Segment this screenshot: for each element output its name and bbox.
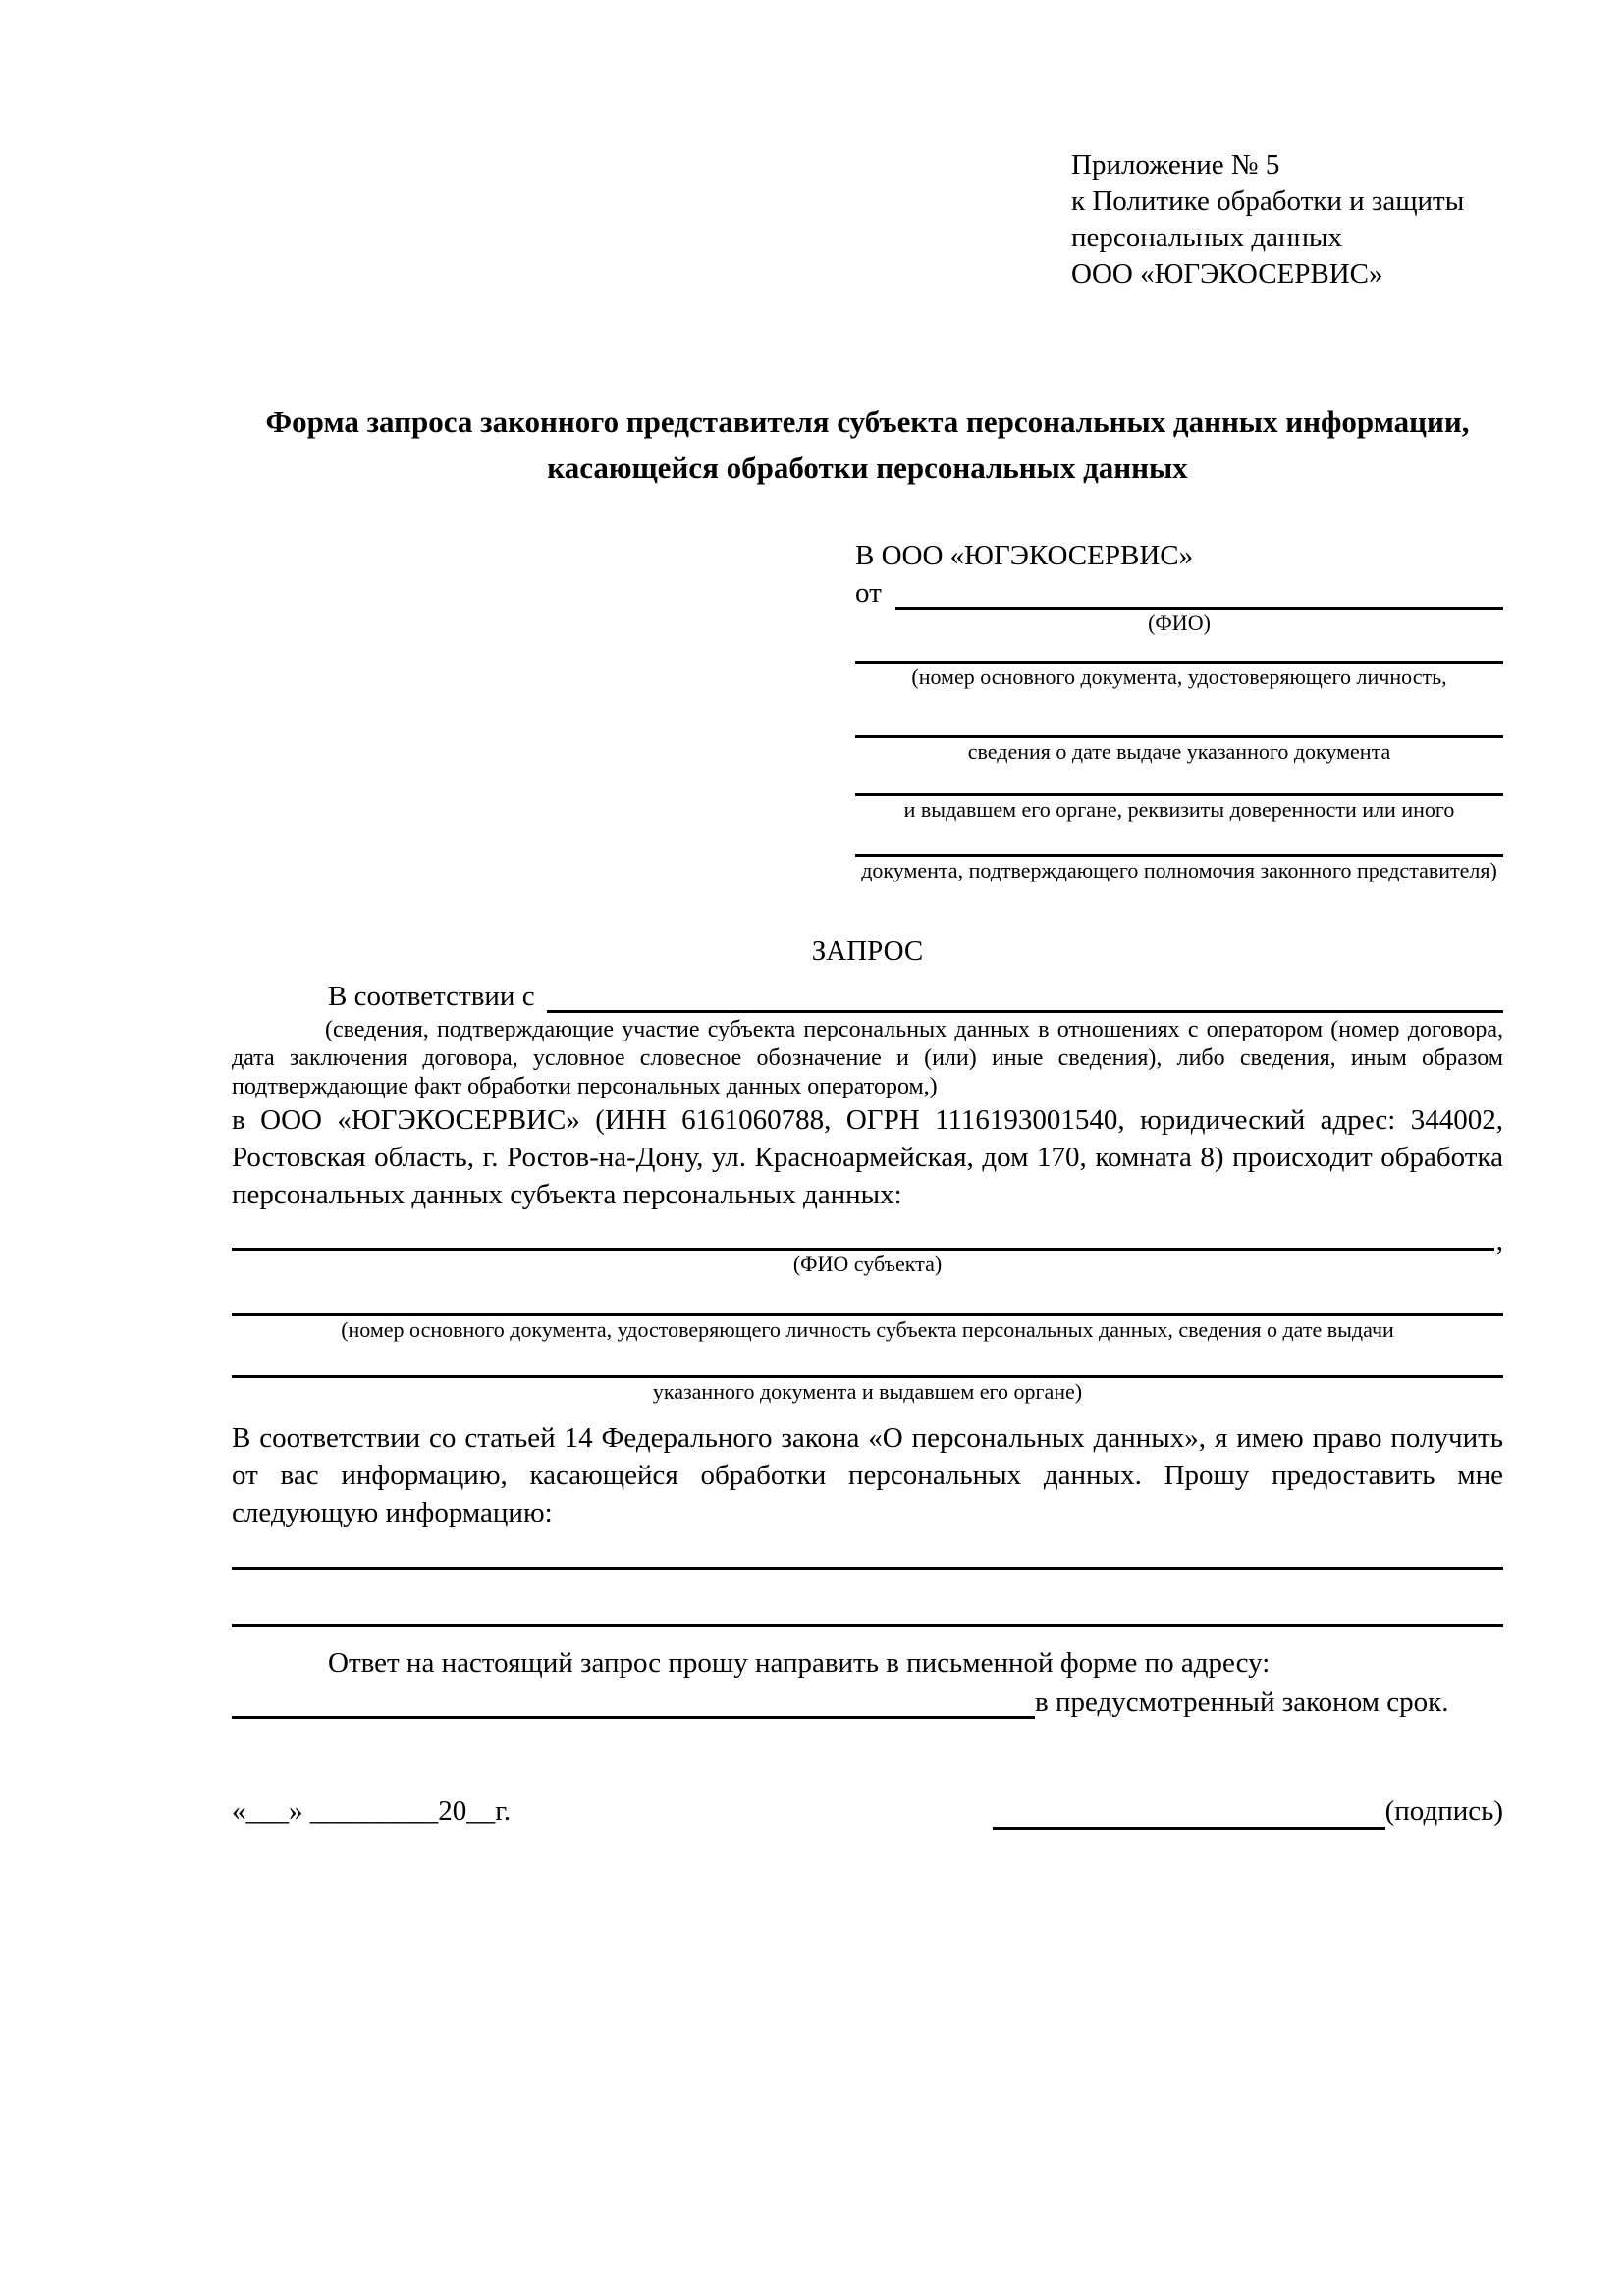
- operator-paragraph: в ООО «ЮГЭКОСЕРВИС» (ИНН 6161060788, ОГРН 1116193001540, юридический адрес: 344002, Ростовская область, г. Ростов-на-Дону, ул. Красноармейская, дом 170, комната 8) происходит обработка персональных данных субъекта персональных данных:: [232, 1104, 1503, 1210]
- to-organization: В ООО «ЮГЭКОСЕРВИС»: [855, 540, 1194, 571]
- law-paragraph: В соответствии со статьей 14 Федерального закона «О персональных данных», я имею право получить от вас информацию, касающейся обработки персональных данных. Прошу предоставить мне следующую информацию:: [232, 1422, 1503, 1528]
- basis-caption: (сведения, подтверждающие участие субъекта персональных данных в отношениях с оператором (номер договора, дата заключения договора, условное словесное обозначение и (или) иные сведения), либо сведения, иным образом подтверждающие факт обработки персональных данных оператором,): [232, 1017, 1503, 1099]
- fio-caption: (ФИО): [1148, 611, 1211, 635]
- subject-doc-caption-2: указанного документа и выдавшем его органе): [652, 1379, 1083, 1404]
- header-line-personal-data: персональных данных: [1071, 222, 1343, 253]
- footer-row: [232, 1792, 1503, 1830]
- issuing-authority-caption: и выдавшем его органе, реквизиты доверенности или иного: [903, 797, 1455, 822]
- basis-row: [232, 980, 1503, 1013]
- signature-caption: (подпись): [1384, 1795, 1503, 1827]
- signature-fill-line: [993, 1797, 1385, 1830]
- authority-document-caption: документа, подтверждающего полномочия законного представителя): [861, 858, 1497, 882]
- header-line-appendix: Приложение № 5: [1071, 149, 1280, 181]
- issue-date-caption: сведения о дате выдаче указанного документа: [967, 739, 1391, 764]
- header-line-policy: к Политике обработки и защиты: [1071, 186, 1465, 217]
- subject-line-comma: ,: [1495, 1225, 1503, 1256]
- addressee-block: [855, 538, 1503, 884]
- reply-tail: в предусмотренный законом срок.: [1035, 1686, 1449, 1718]
- header-block: [1071, 147, 1503, 293]
- basis-label: В соответствии с: [328, 981, 535, 1012]
- basis-fill-line: [547, 983, 1503, 1013]
- date-field: «___» _________20__г.: [232, 1795, 512, 1827]
- requested-info-fill-line-2: [232, 1624, 1503, 1627]
- subject-fio-row: [232, 1225, 1503, 1256]
- subject-doc-caption-1: (номер основного документа, удостоверяющего личность субъекта персональных данных, сведения о дате выдачи: [341, 1317, 1394, 1342]
- doc-number-caption: (номер основного документа, удостоверяющего личность,: [911, 665, 1447, 689]
- document-title: Форма запроса законного представителя субъекта персональных данных информации, касающейся обработки персональных данных: [265, 404, 1470, 485]
- requested-info-fill-line-1: [232, 1567, 1503, 1570]
- request-heading: ЗАПРОС: [811, 935, 924, 967]
- fio-fill-line: [895, 579, 1503, 610]
- from-label: от: [855, 577, 882, 609]
- reply-address-row: [232, 1682, 1503, 1719]
- reply-address-fill-line: [232, 1686, 1035, 1719]
- subject-fio-caption: (ФИО субъекта): [792, 1252, 943, 1276]
- from-row: [855, 576, 1503, 610]
- header-line-company: ООО «ЮГЭКОСЕРВИС»: [1071, 258, 1383, 290]
- signature-group: [993, 1792, 1503, 1830]
- reply-paragraph: Ответ на настоящий запрос прошу направить в письменной форме по адресу:: [328, 1647, 1271, 1679]
